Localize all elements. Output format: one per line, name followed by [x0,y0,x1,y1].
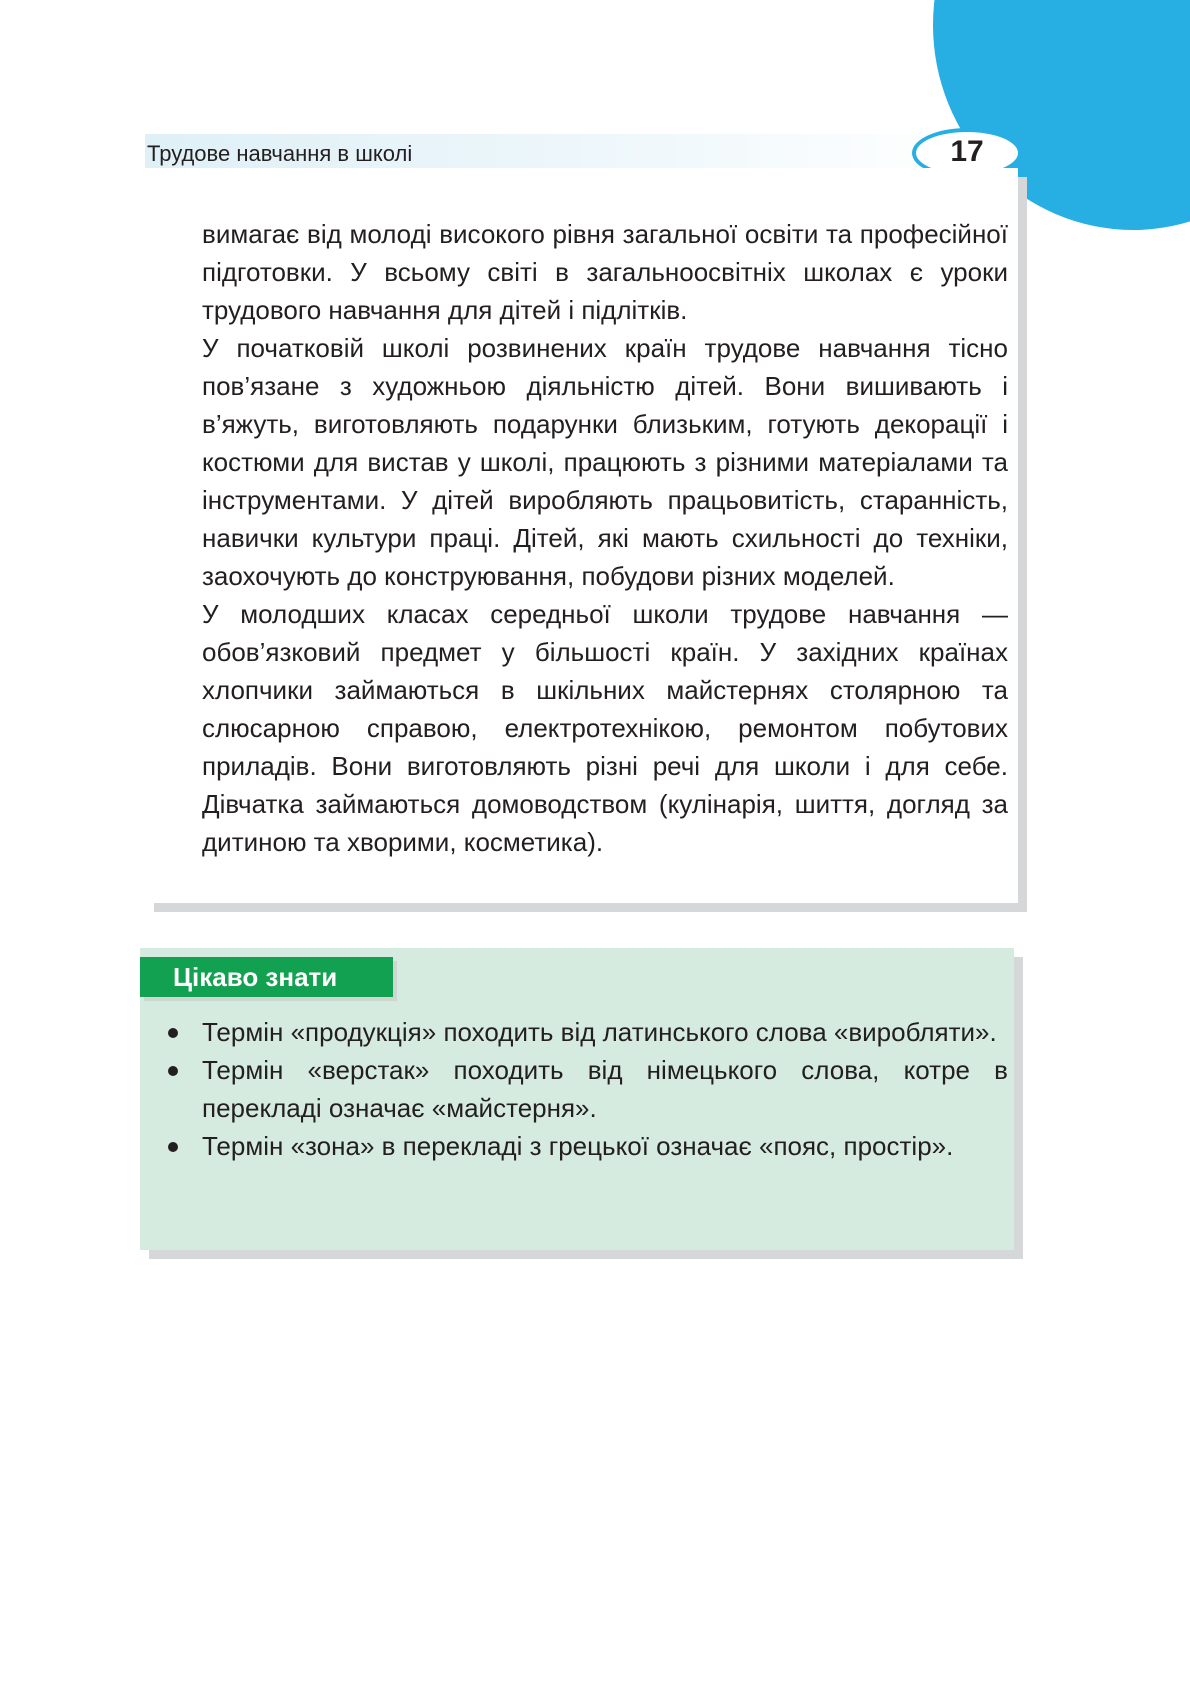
running-header-title: Трудове навчання в школі [147,141,413,166]
list-item [202,1051,1008,1127]
list-item-text: Термін «верстак» походить від німецького слова, котре в перекладі означає «майстерня». [202,1055,1008,1123]
list-item [202,1127,1008,1165]
bullet-icon [168,1028,178,1038]
did-you-know-list [202,1013,1008,1165]
bullet-icon [168,1066,178,1076]
main-text [202,215,1008,861]
did-you-know-title: Цікаво знати [173,962,338,992]
paragraph-3: У молодших класах середньої школи трудове навчання — обов’язковий предмет у більшості країн. У західних країнах хлопчики займаються в шкільних майстернях столярною та слюсарною справою, електротехнікою, ремонтом побутових приладів. Вони виготовляють різні речі для школи і для себе. Дівчатка займаються домоводством (кулінарія, шиття, догляд за дитиною та хворими, косметика). [202,599,1008,857]
list-item [202,1013,1008,1051]
paragraph-1: вимагає від молоді високого рівня загальної освіти та професійної підготовки. У всьому світі в загальноосвітніх школах є уроки трудового навчання для дітей і підлітків. [202,219,1008,325]
list-item-text: Термін «продукція» походить від латинського слова «виробляти». [202,1017,997,1047]
page-number: 17 [950,135,984,168]
list-item-text: Термін «зона» в перекладі з грецької означає «пояс, простір». [202,1131,954,1161]
bullet-icon [168,1142,178,1152]
paragraph-2: У початковій школі розвинених країн трудове навчання тісно пов’язане з художньою діяльністю дітей. Вони вишивають і в’яжуть, виготовляють подарунки близьким, готують декорації і костюми для вистав у школі, працюють з різними матеріалами та інструментами. У дітей виробляють працьовитість, старанність, навички культури праці. Дітей, які мають схильності до техніки, заохочують до конструювання, побудови різних моделей. [202,333,1008,591]
